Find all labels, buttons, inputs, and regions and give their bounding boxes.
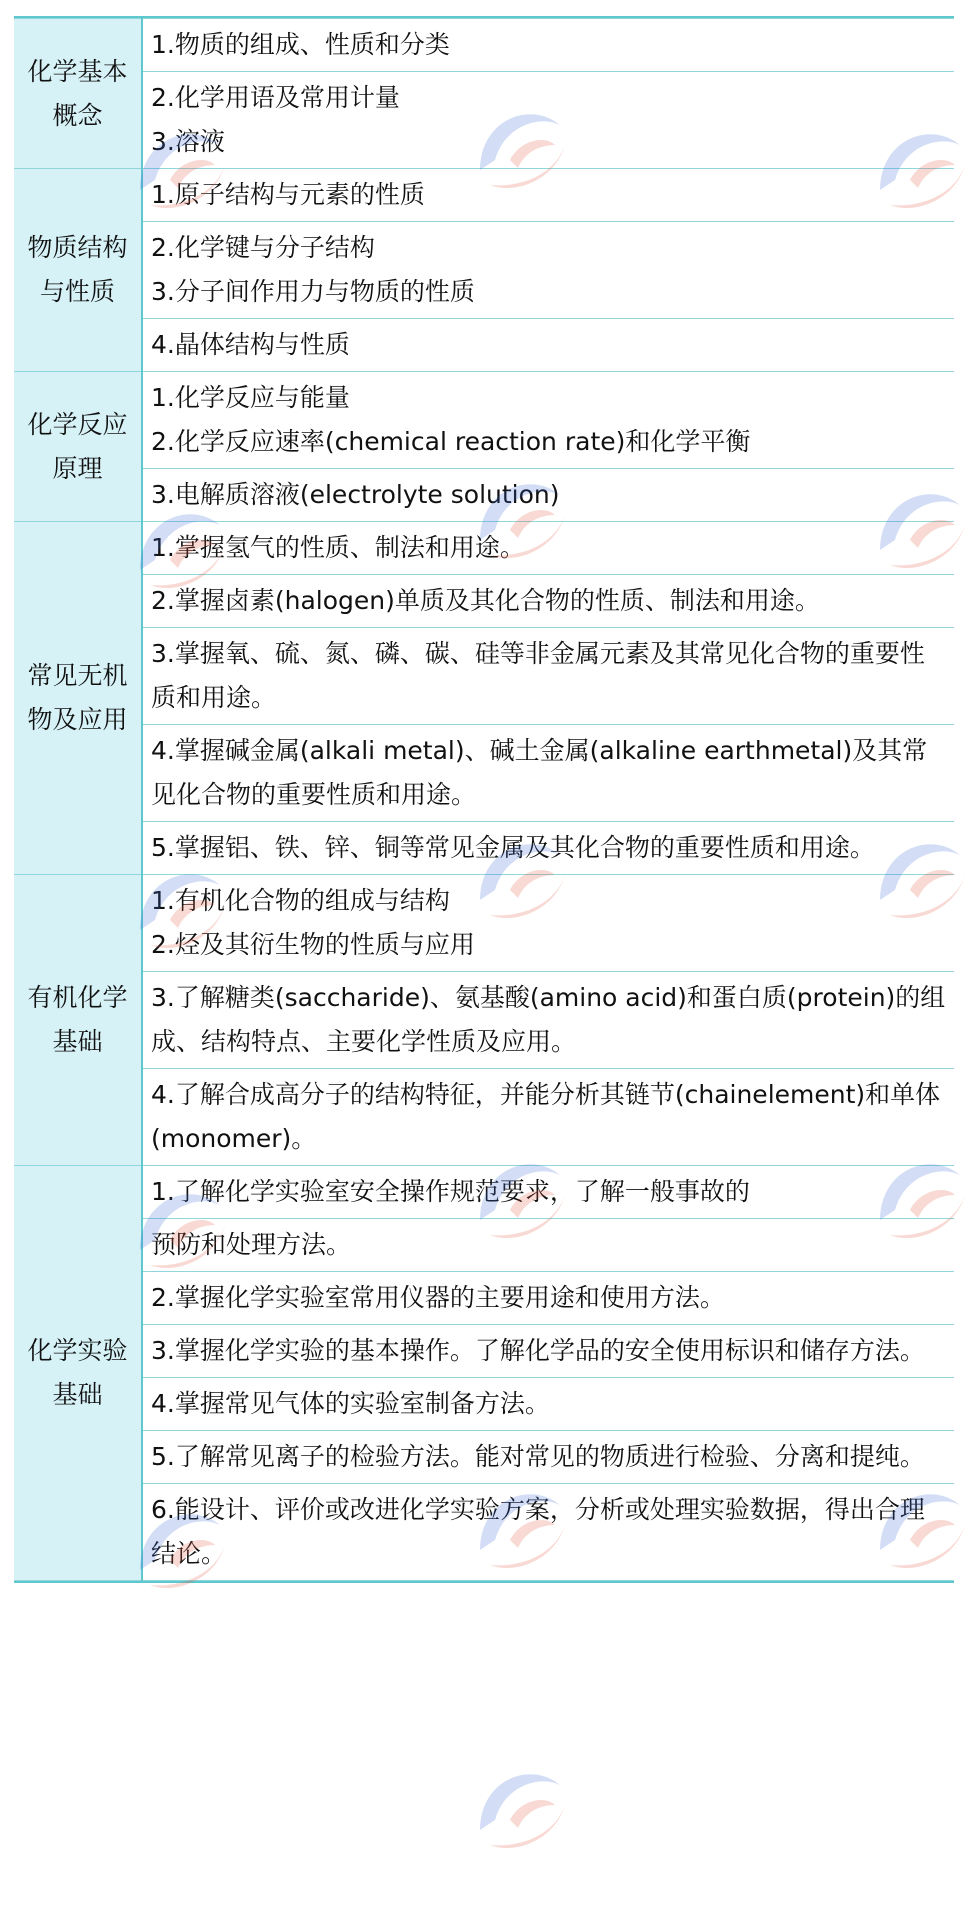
topic-cell [142,319,954,372]
topic-cell [142,19,954,72]
topic-line: 2.化学反应速率(chemical reaction rate)和化学平衡 [151,427,751,456]
topic-line: 2.化学用语及常用计量 [151,83,400,112]
table-row [14,972,954,1069]
category-cell: 化学基本概念 [14,19,142,169]
topic-cell [142,1378,954,1431]
topic-line: 3.掌握化学实验的基本操作。了解化学品的安全使用标识和储存方法。 [151,1336,925,1365]
category-cell: 物质结构与性质 [14,169,142,372]
topic-line: 预防和处理方法。 [151,1230,352,1259]
topic-cell [142,628,954,725]
topic-line: 4.晶体结构与性质 [151,330,350,359]
table-row [14,875,954,972]
table-row [14,1272,954,1325]
topic-cell [142,1325,954,1378]
topic-line: 2.化学键与分子结构 [151,233,375,262]
topic-cell [142,1484,954,1581]
topic-line: 3.了解糖类(saccharide)、氨基酸(amino acid)和蛋白质(protein)的组成、结构特点、主要化学性质及应用。 [151,983,946,1056]
topic-cell [142,372,954,469]
topic-cell [142,725,954,822]
topic-line: 5.掌握铝、铁、锌、铜等常见金属及其化合物的重要性质和用途。 [151,833,875,862]
category-cell: 有机化学基础 [14,875,142,1166]
topic-line: 1.掌握氢气的性质、制法和用途。 [151,533,525,562]
topic-cell [142,1166,954,1219]
table-row [14,469,954,522]
topic-line: 5.了解常见离子的检验方法。能对常见的物质进行检验、分离和提纯。 [151,1442,925,1471]
topic-cell [142,169,954,222]
table-row [14,575,954,628]
topic-cell [142,1069,954,1166]
table-row [14,1484,954,1581]
topic-cell [142,1431,954,1484]
topic-line: 2.掌握化学实验室常用仪器的主要用途和使用方法。 [151,1283,725,1312]
table-row [14,628,954,725]
topic-line: 2.烃及其衍生物的性质与应用 [151,930,475,959]
table-row [14,72,954,169]
topic-line: 3.掌握氧、硫、氮、磷、碳、硅等非金属元素及其常见化合物的重要性质和用途。 [151,639,925,712]
table-row [14,1069,954,1166]
topic-cell [142,575,954,628]
topic-cell [142,222,954,319]
topic-line: 3.溶液 [151,127,225,156]
table-row [14,1378,954,1431]
topic-cell [142,972,954,1069]
table-row [14,319,954,372]
topic-cell [142,875,954,972]
table-row [14,19,954,72]
topic-line: 6.能设计、评价或改进化学实验方案，分析或处理实验数据，得出合理结论。 [151,1495,925,1568]
topic-cell [142,1272,954,1325]
topic-cell [142,469,954,522]
table-row [14,522,954,575]
topic-line: 1.物质的组成、性质和分类 [151,30,450,59]
topic-line: 1.原子结构与元素的性质 [151,180,425,209]
table-row [14,1166,954,1219]
topic-line: 4.掌握碱金属(alkali metal)、碱土金属(alkaline earthmetal)及其常见化合物的重要性质和用途。 [151,736,928,809]
category-cell: 化学反应原理 [14,372,142,522]
syllabus-table [14,18,954,1581]
table-row [14,169,954,222]
table-row [14,1325,954,1378]
topic-line: 4.了解合成高分子的结构特征，并能分析其链节(chainelement)和单体(monomer)。 [151,1080,941,1153]
topic-cell [142,822,954,875]
category-cell: 化学实验基础 [14,1166,142,1581]
topic-line: 4.掌握常见气体的实验室制备方法。 [151,1389,550,1418]
topic-line: 3.电解质溶液(electrolyte solution) [151,480,560,509]
table-row [14,372,954,469]
topic-line: 1.化学反应与能量 [151,383,350,412]
topic-cell [142,1219,954,1272]
table-row [14,725,954,822]
table-row [14,822,954,875]
topic-line: 2.掌握卤素(halogen)单质及其化合物的性质、制法和用途。 [151,586,820,615]
watermark-logo [460,1760,620,1920]
topic-line: 1.有机化合物的组成与结构 [151,886,450,915]
topic-line: 3.分子间作用力与物质的性质 [151,277,475,306]
table-row [14,1431,954,1484]
table-row [14,1219,954,1272]
topic-cell [142,522,954,575]
topic-line: 1.了解化学实验室安全操作规范要求，了解一般事故的 [151,1177,750,1206]
table-row [14,222,954,319]
syllabus-table-frame [14,16,954,1583]
category-cell: 常见无机物及应用 [14,522,142,875]
topic-cell [142,72,954,169]
